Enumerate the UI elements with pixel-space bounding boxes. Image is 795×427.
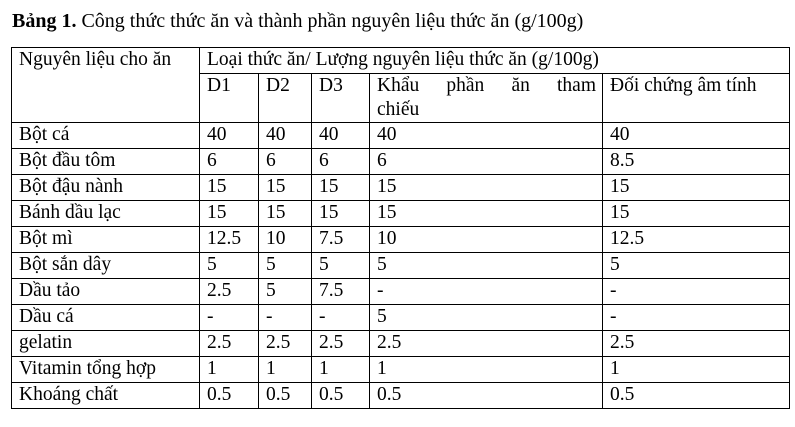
table-row — [12, 123, 790, 149]
value-cell: 0.5 — [603, 383, 790, 409]
value-cell: - — [312, 305, 370, 331]
value-cell: 6 — [370, 149, 603, 175]
value-cell: 5 — [259, 253, 312, 279]
value-cell: 15 — [312, 201, 370, 227]
value-cell: 2.5 — [200, 279, 259, 305]
value-cell: 0.5 — [312, 383, 370, 409]
table-row — [12, 305, 790, 331]
header-feed-type-group: Loại thức ăn/ Lượng nguyên liệu thức ăn (g/100g) — [200, 48, 790, 74]
value-cell: 2.5 — [603, 331, 790, 357]
value-cell: 5 — [259, 279, 312, 305]
feed-formula-table — [11, 47, 790, 409]
value-cell: 2.5 — [312, 331, 370, 357]
table-row — [12, 383, 790, 409]
subheader-reference-diet — [370, 74, 603, 123]
value-cell: 1 — [200, 357, 259, 383]
value-cell: 1 — [312, 357, 370, 383]
value-cell: 5 — [370, 305, 603, 331]
value-cell: 2.5 — [200, 331, 259, 357]
ingredient-name-cell: Dầu cá — [12, 305, 200, 331]
table-row — [12, 357, 790, 383]
table-row — [12, 331, 790, 357]
value-cell: 1 — [603, 357, 790, 383]
ingredient-name-cell: Bánh dầu lạc — [12, 201, 200, 227]
value-cell: 2.5 — [370, 331, 603, 357]
value-cell: 15 — [259, 201, 312, 227]
value-cell: - — [603, 305, 790, 331]
value-cell: 10 — [259, 227, 312, 253]
value-cell: 7.5 — [312, 279, 370, 305]
value-cell: 15 — [200, 201, 259, 227]
ingredient-name-cell: Bột sắn dây — [12, 253, 200, 279]
caption-text: Công thức thức ăn và thành phần nguyên liệu thức ăn (g/100g) — [76, 10, 584, 32]
table-row — [12, 201, 790, 227]
value-cell: 40 — [603, 123, 790, 149]
value-cell: 6 — [200, 149, 259, 175]
ingredient-name-cell: Dầu tảo — [12, 279, 200, 305]
value-cell: 0.5 — [200, 383, 259, 409]
value-cell: 5 — [200, 253, 259, 279]
ingredient-name-cell: Khoáng chất — [12, 383, 200, 409]
value-cell: 40 — [370, 123, 603, 149]
subheader-d2: D2 — [259, 74, 312, 123]
value-cell: - — [370, 279, 603, 305]
caption-label: Bảng 1. — [12, 10, 77, 32]
ingredient-name-cell: Bột đầu tôm — [12, 149, 200, 175]
table-row — [12, 227, 790, 253]
value-cell: 40 — [259, 123, 312, 149]
value-cell: 5 — [312, 253, 370, 279]
value-cell: - — [603, 279, 790, 305]
value-cell: 15 — [312, 175, 370, 201]
value-cell: 12.5 — [603, 227, 790, 253]
value-cell: 15 — [370, 175, 603, 201]
ingredient-name-cell: Bột mì — [12, 227, 200, 253]
subheader-d1: D1 — [200, 74, 259, 123]
value-cell: 2.5 — [259, 331, 312, 357]
value-cell: 5 — [603, 253, 790, 279]
subheader-reference-line1: Khẩu phần ăn tham — [377, 75, 596, 96]
subheader-negative-control: Đối chứng âm tính — [603, 74, 790, 123]
table-caption — [12, 8, 583, 34]
header-row — [12, 48, 790, 74]
value-cell: 6 — [259, 149, 312, 175]
value-cell: 15 — [370, 201, 603, 227]
value-cell: 40 — [312, 123, 370, 149]
value-cell: 6 — [312, 149, 370, 175]
value-cell: 10 — [370, 227, 603, 253]
header-ingredient: Nguyên liệu cho ăn — [12, 48, 200, 123]
value-cell: 15 — [200, 175, 259, 201]
value-cell: 8.5 — [603, 149, 790, 175]
value-cell: 0.5 — [370, 383, 603, 409]
value-cell: 15 — [259, 175, 312, 201]
value-cell: 15 — [603, 201, 790, 227]
value-cell: 5 — [370, 253, 603, 279]
subheader-d3: D3 — [312, 74, 370, 123]
value-cell: - — [259, 305, 312, 331]
table-row — [12, 149, 790, 175]
table-row — [12, 253, 790, 279]
table-row — [12, 279, 790, 305]
table-row — [12, 175, 790, 201]
value-cell: 1 — [370, 357, 603, 383]
ingredient-name-cell: Bột đậu nành — [12, 175, 200, 201]
ingredient-name-cell: Bột cá — [12, 123, 200, 149]
value-cell: 12.5 — [200, 227, 259, 253]
value-cell: 40 — [200, 123, 259, 149]
value-cell: 15 — [603, 175, 790, 201]
value-cell: - — [200, 305, 259, 331]
ingredient-name-cell: gelatin — [12, 331, 200, 357]
value-cell: 0.5 — [259, 383, 312, 409]
value-cell: 7.5 — [312, 227, 370, 253]
subheader-reference-line2: chiếu — [377, 99, 420, 120]
value-cell: 1 — [259, 357, 312, 383]
ingredient-name-cell: Vitamin tổng hợp — [12, 357, 200, 383]
